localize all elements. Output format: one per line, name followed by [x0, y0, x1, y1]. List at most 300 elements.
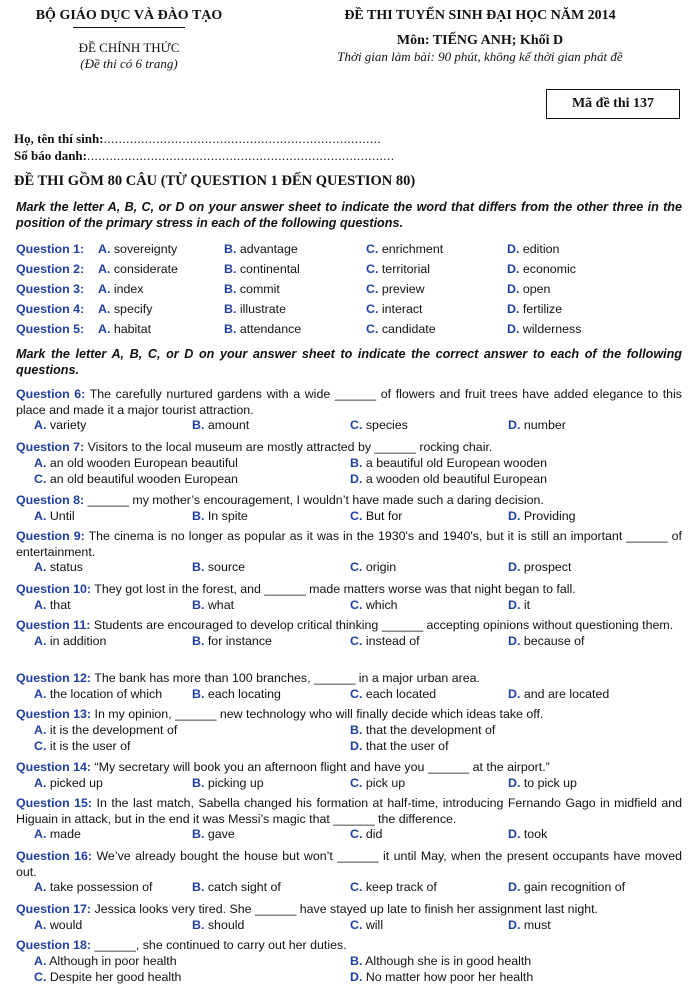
option-d[interactable]: [507, 300, 562, 318]
option-text: specify: [113, 302, 153, 316]
total-questions: ĐỀ THI GỒM 80 CÂU (TỪ QUESTION 1 ĐẾN QUESTION 80): [14, 173, 416, 189]
question-item: [16, 707, 682, 755]
option-letter: C.: [366, 242, 379, 256]
option-letter: B.: [350, 455, 363, 470]
option-letter: C.: [350, 560, 363, 574]
option-text: interact: [381, 302, 423, 316]
option-letter: D.: [507, 262, 520, 276]
option-a[interactable]: [34, 827, 81, 843]
question-label: Question 12:: [16, 671, 92, 685]
option-c[interactable]: [366, 240, 443, 258]
option-d[interactable]: [507, 280, 550, 298]
options-row: [16, 472, 682, 488]
question-label: Question 11:: [16, 618, 91, 632]
option-letter: D.: [350, 969, 363, 984]
options-row: [16, 954, 682, 970]
option-text: because of: [523, 633, 585, 648]
question-stem: [16, 902, 682, 918]
options-row: [16, 598, 682, 614]
option-d[interactable]: [507, 240, 559, 258]
option-letter: A.: [98, 322, 111, 336]
option-a[interactable]: [98, 280, 143, 298]
question-stem: [16, 849, 682, 880]
option-text: origin: [365, 560, 397, 574]
options-row: [16, 723, 682, 739]
option-a[interactable]: [34, 456, 238, 472]
stress-question-row: [16, 320, 682, 338]
option-text: an old beautiful wooden European: [49, 471, 238, 486]
option-letter: B.: [192, 917, 205, 932]
question-item: [16, 760, 682, 792]
options-row: [16, 418, 682, 434]
option-text: attendance: [239, 322, 302, 336]
option-a[interactable]: [34, 880, 153, 896]
option-a[interactable]: [34, 560, 83, 576]
option-d[interactable]: [508, 560, 571, 576]
option-letter: B.: [192, 597, 205, 612]
question-stem: [16, 938, 682, 954]
question-stem: [16, 618, 682, 634]
header-rule: [73, 27, 185, 28]
pages-note: (Đề thi có 6 trang): [80, 56, 178, 71]
options-row: [16, 687, 682, 703]
option-text: enrichment: [381, 242, 444, 256]
question-text: ______, she continued to carry out her duties.: [94, 938, 347, 952]
option-d[interactable]: [508, 418, 566, 434]
option-text: that: [49, 597, 71, 612]
option-text: habitat: [113, 322, 152, 336]
question-item: [16, 529, 682, 576]
option-text: gave: [207, 827, 235, 841]
question-text: We’ve already bought the house but won’t ______ it until May, when the present occupants have moved out.: [16, 849, 682, 879]
option-letter: D.: [508, 597, 521, 612]
option-text: should: [207, 917, 245, 932]
option-letter: B.: [224, 262, 237, 276]
option-text: what: [207, 597, 235, 612]
option-c[interactable]: [366, 260, 430, 278]
option-text: the location of which: [49, 686, 163, 701]
question-item: [16, 387, 682, 434]
option-text: Although in poor health: [49, 953, 177, 968]
option-letter: C.: [350, 597, 363, 612]
option-letter: C.: [350, 633, 363, 648]
option-letter: A.: [34, 455, 47, 470]
option-text: fertilize: [522, 302, 563, 316]
option-letter: A.: [34, 686, 47, 701]
question-stem: [16, 529, 682, 560]
option-text: take possession of: [49, 880, 153, 894]
options-row: [16, 918, 682, 934]
option-text: keep track of: [365, 880, 437, 894]
option-b[interactable]: [192, 418, 249, 434]
option-letter: A.: [98, 302, 111, 316]
question-label: Question 7:: [16, 440, 85, 454]
option-letter: D.: [507, 322, 520, 336]
option-letter: D.: [508, 880, 521, 894]
option-text: index: [113, 282, 144, 296]
option-letter: C.: [366, 322, 379, 336]
option-a[interactable]: [34, 723, 177, 739]
question-item: [16, 849, 682, 896]
option-d[interactable]: [507, 320, 581, 338]
exam-subject: Môn: TIẾNG ANH; Khối D: [396, 33, 564, 48]
options-row: [16, 560, 682, 576]
option-letter: C.: [350, 775, 363, 790]
option-c[interactable]: [350, 880, 437, 896]
option-text: must: [523, 917, 551, 932]
option-text: pick up: [365, 775, 406, 790]
option-text: an old wooden European beautiful: [49, 455, 238, 470]
question-label: Question 4:: [16, 302, 85, 316]
candidate-name-dots: ..........................................................................: [103, 131, 382, 146]
option-d[interactable]: [350, 970, 533, 986]
option-a[interactable]: [98, 320, 151, 338]
question-label: Question 16:: [16, 849, 93, 863]
question-label: Question 15:: [16, 796, 93, 810]
option-letter: D.: [350, 738, 363, 753]
option-text: did: [365, 827, 383, 841]
options-row: [16, 634, 682, 650]
question-item: [16, 618, 682, 650]
option-c[interactable]: [34, 739, 130, 755]
option-a[interactable]: [98, 260, 178, 278]
option-text: will: [365, 917, 384, 932]
option-letter: B.: [224, 242, 237, 256]
option-letter: A.: [34, 827, 47, 841]
question-stem: [16, 796, 682, 827]
exam-title: ĐỀ THI TUYỂN SINH ĐẠI HỌC NĂM 2014: [344, 8, 616, 23]
options-row: [16, 776, 682, 792]
candidate-id-field: [14, 148, 394, 164]
question-item: [16, 938, 682, 986]
question-text: ______ my mother’s encouragement, I wouldn’t have made such a daring decision.: [87, 493, 544, 507]
option-letter: B.: [192, 827, 205, 841]
official-label: ĐỀ CHÍNH THỨC: [78, 40, 180, 55]
option-letter: A.: [98, 262, 111, 276]
option-d[interactable]: [508, 634, 584, 650]
option-letter: A.: [34, 560, 47, 574]
question-stem: [16, 493, 682, 509]
option-letter: C.: [350, 827, 363, 841]
option-c[interactable]: [34, 472, 238, 488]
option-a[interactable]: [34, 634, 106, 650]
ministry-name: BỘ GIÁO DỤC VÀ ĐÀO TẠO: [35, 8, 223, 23]
option-c[interactable]: [350, 418, 408, 434]
option-text: advantage: [239, 242, 298, 256]
option-letter: C.: [350, 508, 363, 523]
question-stem: [16, 582, 682, 598]
exam-duration: Thời gian làm bài: 90 phút, không kể thời gian phát đề: [337, 49, 623, 64]
options-row: [16, 970, 682, 986]
option-text: Although she is in good health: [365, 953, 532, 968]
option-letter: D.: [508, 827, 521, 841]
option-b[interactable]: [224, 260, 300, 278]
question-label: Question 5:: [16, 322, 85, 336]
question-stem: [16, 760, 682, 776]
option-letter: A.: [98, 282, 111, 296]
option-letter: B.: [192, 418, 205, 432]
option-d[interactable]: [350, 739, 449, 755]
question-text: In my opinion, ______ new technology who will finally decide which ideas take off.: [94, 707, 544, 721]
option-letter: D.: [508, 508, 521, 523]
option-c[interactable]: [350, 560, 396, 576]
option-a[interactable]: [34, 954, 177, 970]
option-c[interactable]: [350, 598, 398, 614]
option-text: made: [49, 827, 81, 841]
option-letter: C.: [34, 969, 47, 984]
question-stem: [16, 707, 682, 723]
correct-answer-instructions: Mark the letter A, B, C, or D on your answer sheet to indicate the correct answer to each of the following questions.: [16, 347, 682, 377]
option-letter: D.: [508, 418, 521, 432]
option-b[interactable]: [224, 300, 286, 318]
option-letter: C.: [366, 262, 379, 276]
question-text: They got lost in the forest, and ______ made matters worse was that night began to fall.: [94, 582, 576, 596]
option-b[interactable]: [192, 880, 281, 896]
option-a[interactable]: [34, 598, 71, 614]
option-d[interactable]: [350, 472, 547, 488]
option-letter: B.: [350, 953, 363, 968]
options-row: [16, 827, 682, 843]
option-text: considerate: [113, 262, 178, 276]
option-text: picked up: [49, 775, 103, 790]
option-letter: D.: [508, 633, 521, 648]
question-label: Question 3:: [16, 282, 85, 296]
question-stem: [16, 387, 682, 418]
option-letter: C.: [350, 917, 363, 932]
option-letter: C.: [366, 302, 379, 316]
option-c[interactable]: [350, 776, 405, 792]
option-letter: D.: [507, 302, 520, 316]
option-letter: A.: [34, 418, 47, 432]
option-c[interactable]: [366, 280, 425, 298]
question-text: The carefully nurtured gardens with a wide ______ of flowers and fruit trees have added elegance to this place and made it a major tourist attraction.: [16, 387, 682, 417]
option-text: that the user of: [365, 738, 449, 753]
option-text: that the development of: [365, 722, 496, 737]
option-b[interactable]: [224, 280, 280, 298]
options-row: [16, 880, 682, 896]
option-text: source: [207, 560, 246, 574]
candidate-name-label: Họ, tên thí sinh:: [14, 131, 104, 146]
option-text: edition: [522, 242, 560, 256]
option-text: each located: [365, 686, 437, 701]
options-row: [16, 456, 682, 472]
question-text: Visitors to the local museum are mostly attracted by ______ rocking chair.: [87, 440, 493, 454]
option-d[interactable]: [508, 776, 577, 792]
option-text: Despite her good health: [49, 969, 182, 984]
stress-question-row: [16, 280, 682, 298]
option-letter: B.: [224, 322, 237, 336]
option-letter: B.: [224, 302, 237, 316]
option-a[interactable]: [98, 300, 152, 318]
option-b[interactable]: [192, 687, 281, 703]
option-b[interactable]: [350, 954, 531, 970]
question-item: [16, 796, 682, 843]
option-c[interactable]: [350, 918, 383, 934]
question-text: Jessica looks very tired. She ______ have stayed up late to finish her assignment last night.: [94, 902, 598, 916]
question-label: Question 14:: [16, 760, 92, 774]
question-text: Students are encouraged to develop critical thinking ______ accepting opinions without questioning them.: [93, 618, 674, 632]
question-item: [16, 493, 682, 525]
option-text: variety: [49, 418, 87, 432]
option-a[interactable]: [34, 418, 86, 434]
option-c[interactable]: [34, 970, 181, 986]
stress-question-row: [16, 240, 682, 258]
option-b[interactable]: [224, 240, 298, 258]
option-text: which: [365, 597, 398, 612]
option-b[interactable]: [224, 320, 301, 338]
option-a[interactable]: [98, 240, 177, 258]
question-label: Question 2:: [16, 262, 85, 276]
option-c[interactable]: [350, 827, 382, 843]
option-text: sovereignty: [113, 242, 178, 256]
option-letter: A.: [34, 917, 47, 932]
option-d[interactable]: [508, 509, 576, 525]
option-letter: A.: [34, 633, 47, 648]
option-letter: A.: [98, 242, 111, 256]
option-text: a wooden old beautiful European: [365, 471, 548, 486]
option-letter: D.: [507, 242, 520, 256]
stress-question-row: [16, 260, 682, 278]
option-c[interactable]: [350, 634, 420, 650]
candidate-id-dots: ..................................................................................: [86, 148, 395, 163]
question-item: [16, 440, 682, 488]
option-b[interactable]: [192, 827, 235, 843]
question-item: [16, 902, 682, 934]
option-b[interactable]: [192, 509, 248, 525]
option-letter: A.: [34, 953, 47, 968]
option-text: prospect: [523, 560, 572, 574]
option-letter: B.: [192, 560, 205, 574]
option-d[interactable]: [508, 687, 609, 703]
option-letter: C.: [34, 738, 47, 753]
exam-code-box: Mã đề thi 137: [546, 89, 680, 119]
option-letter: A.: [34, 775, 47, 790]
option-text: No matter how poor her health: [365, 969, 534, 984]
question-item: [16, 671, 682, 703]
option-c[interactable]: [350, 509, 402, 525]
option-d[interactable]: [508, 918, 551, 934]
option-text: preview: [381, 282, 425, 296]
header-left: [14, 8, 244, 72]
option-text: number: [523, 418, 566, 432]
option-text: each locating: [207, 686, 281, 701]
option-a[interactable]: [34, 918, 82, 934]
option-letter: D.: [508, 775, 521, 790]
option-letter: C.: [350, 686, 363, 701]
option-letter: D.: [508, 917, 521, 932]
question-text: In the last match, Sabella changed his formation at half-time, introducing Fernando Gago in midfield and Higuain in attack, but in the end it was Messi’s magic that ______ the difference.: [16, 796, 683, 826]
option-a[interactable]: [34, 687, 162, 703]
candidate-name-field: [14, 131, 381, 147]
option-text: Until: [49, 508, 75, 523]
option-a[interactable]: [34, 776, 103, 792]
question-label: Question 17:: [16, 902, 92, 916]
option-b[interactable]: [350, 456, 547, 472]
option-letter: C.: [350, 880, 363, 894]
question-stem: [16, 440, 682, 456]
question-label: Question 6:: [16, 387, 86, 401]
option-text: amount: [207, 418, 250, 432]
option-d[interactable]: [508, 598, 530, 614]
option-letter: C.: [366, 282, 379, 296]
option-text: in addition: [49, 633, 107, 648]
option-letter: D.: [508, 686, 521, 701]
option-letter: B.: [350, 722, 363, 737]
option-text: economic: [522, 262, 576, 276]
option-c[interactable]: [350, 687, 436, 703]
option-text: picking up: [207, 775, 264, 790]
option-letter: D.: [508, 560, 521, 574]
stress-instructions: Mark the letter A, B, C, or D on your answer sheet to indicate the word that differs from the other three in the position of the primary stress in each of the following questions.: [16, 200, 682, 230]
question-text: The cinema is no longer as popular as it was in the 1930's and 1940's, but it is still an important ______ of entertainment.: [16, 529, 683, 559]
option-text: and are located: [523, 686, 610, 701]
option-text: for instance: [207, 633, 272, 648]
option-text: In spite: [207, 508, 248, 523]
option-letter: A.: [34, 880, 47, 894]
option-text: a beautiful old European wooden: [365, 455, 548, 470]
option-b[interactable]: [192, 634, 272, 650]
option-letter: D.: [350, 471, 363, 486]
option-letter: B.: [192, 880, 205, 894]
question-label: Question 8:: [16, 493, 85, 507]
option-b[interactable]: [192, 918, 244, 934]
option-c[interactable]: [366, 300, 423, 318]
option-letter: B.: [192, 775, 205, 790]
option-letter: B.: [224, 282, 237, 296]
stress-question-row: [16, 300, 682, 318]
question-item: [16, 582, 682, 614]
question-label: Question 18:: [16, 938, 92, 952]
option-letter: A.: [34, 722, 47, 737]
option-text: territorial: [381, 262, 431, 276]
option-d[interactable]: [508, 880, 625, 896]
option-letter: A.: [34, 508, 47, 523]
option-b[interactable]: [350, 723, 495, 739]
candidate-id-label: Số báo danh:: [14, 148, 87, 163]
question-label: Question 1:: [16, 242, 85, 256]
option-a[interactable]: [34, 509, 75, 525]
option-letter: C.: [34, 471, 47, 486]
option-d[interactable]: [507, 260, 576, 278]
option-text: it is the user of: [49, 738, 131, 753]
option-b[interactable]: [192, 560, 245, 576]
option-letter: D.: [507, 282, 520, 296]
option-text: instead of: [365, 633, 420, 648]
option-text: gain recognition of: [523, 880, 626, 894]
option-text: it: [523, 597, 531, 612]
option-text: species: [365, 418, 408, 432]
option-text: it is the development of: [49, 722, 178, 737]
option-letter: B.: [192, 686, 205, 701]
header-right: [265, 8, 695, 65]
option-text: would: [49, 917, 83, 932]
question-text: “My secretary will book you an afternoon flight and have you ______ at the airport.”: [94, 760, 550, 774]
option-d[interactable]: [508, 827, 547, 843]
option-letter: A.: [34, 597, 47, 612]
option-text: continental: [239, 262, 300, 276]
question-label: Question 9:: [16, 529, 85, 543]
options-row: [16, 739, 682, 755]
option-b[interactable]: [192, 598, 234, 614]
option-text: wilderness: [522, 322, 582, 336]
option-text: But for: [365, 508, 403, 523]
option-b[interactable]: [192, 776, 264, 792]
option-text: Providing: [523, 508, 576, 523]
option-letter: B.: [192, 508, 205, 523]
question-label: Question 13:: [16, 707, 92, 721]
option-c[interactable]: [366, 320, 436, 338]
option-text: open: [522, 282, 551, 296]
